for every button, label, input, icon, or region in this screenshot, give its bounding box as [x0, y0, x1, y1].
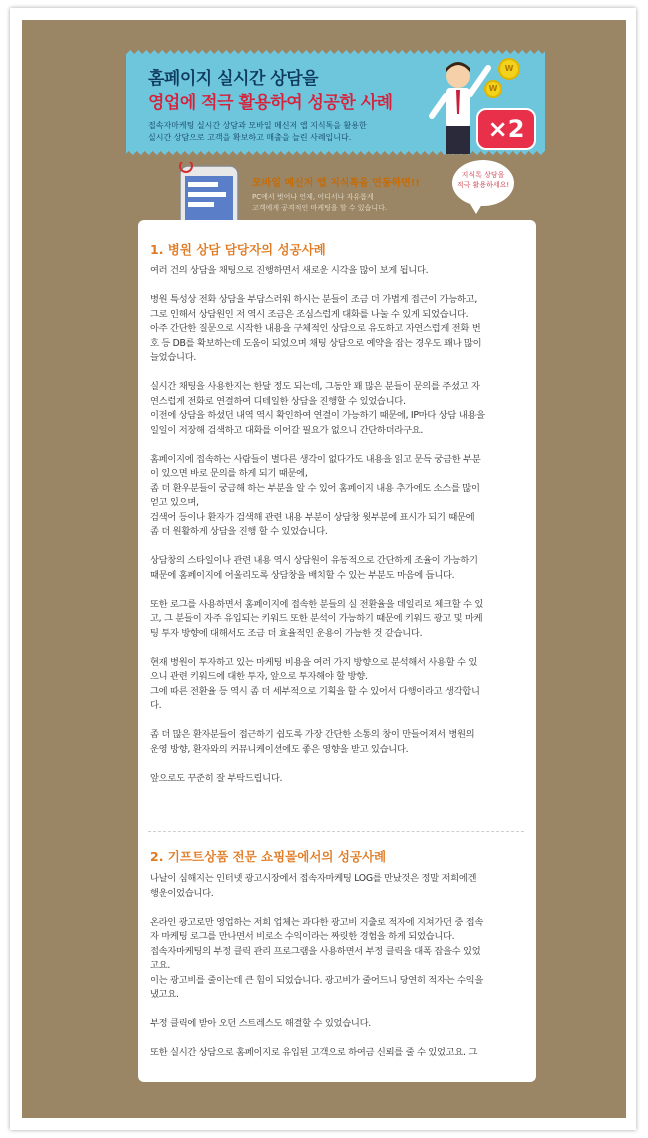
- paragraph: [150, 772, 524, 787]
- text-line: 접속자마케팅의 부정 클릭 관리 프로그램을 사용하면서 부정 클릭을 대폭 잡을수 있었: [150, 945, 481, 957]
- text-line: 실시간 채팅을 사용한지는 한달 정도 되는데, 그동안 꽤 많은 분들이 문의를 주셨고 자: [150, 381, 480, 392]
- text-line: 때문에 홈페이지에 어울리도록 상담창을 배치할 수 있는 부분도 마음에 듭니다.: [150, 569, 455, 581]
- banner-title-line2: 영업에 적극 활용하여 성공한 사례: [148, 93, 393, 113]
- text-line: 그로 인해서 상담원인 저 역시 조금은 조심스럽게 대화를 나눌 수 있게 되었습니다.: [150, 308, 469, 320]
- paragraph: [150, 264, 524, 279]
- speech-bubble-line1: 지식톡 상담을: [461, 171, 505, 179]
- banner-subtitle-line2: 실시간 상담으로 고객을 확보하고 매출을 늘린 사례입니다.: [148, 133, 352, 142]
- text-line: 행운이었습니다.: [150, 887, 214, 899]
- text-line: 상담창의 스타일이나 관련 내용 역시 상담원이 유동적으로 간단하게 조율이 가능하기: [150, 555, 478, 566]
- paragraph: [150, 1046, 524, 1061]
- text-line: 나날이 심해지는 인터넷 광고시장에서 접속자마케팅 LOG를 만났것은 정말 저희에겐: [150, 873, 477, 884]
- text-line: 고요.: [150, 960, 171, 971]
- coin-icon: W: [498, 58, 520, 80]
- text-line: 이는 광고비를 줄이는데 큰 힘이 되었습니다. 광고비가 줄어드니 당연히 적자는 수익을: [150, 974, 484, 986]
- mobile-promo-line1: PC에서 벗어나 언제, 어디서나 자유롭게: [252, 193, 374, 201]
- speech-bubble: [452, 160, 514, 206]
- text-line: 아주 간단한 질문으로 시작한 내용을 구체적인 상담으로 유도하고 자연스럽게 전화 번: [150, 323, 481, 334]
- paragraph: [150, 293, 524, 366]
- mobile-promo-line2: 고객에게 공격적인 마케팅을 할 수 있습니다.: [252, 204, 388, 212]
- text-line: 병원 특성상 전화 상담을 부담스러워 하시는 분들이 조금 더 가볍게 접근이 가능하고,: [150, 294, 478, 305]
- hero-banner: [126, 50, 545, 155]
- section2-body: [150, 872, 524, 1061]
- text-line: 또한 실시간 상담으로 홈페이지로 유입된 고객으로 하여금 신뢰를 줄 수 있었고요. 그: [150, 1047, 478, 1058]
- text-line: 좀 더 환우분들이 궁금해 하는 부분을 알 수 있어 홈페이지 내용 추가에도 소스를 많이: [150, 482, 480, 494]
- text-line: 자 마케팅 로그를 만나면서 비로소 수익이라는 짜릿한 경험을 하게 되었습니다.: [150, 931, 455, 942]
- paragraph: [150, 656, 524, 714]
- text-line: 온라인 광고로만 영업하는 저희 업체는 과다한 광고비 지출로 적자에 지쳐가던 중 접속: [150, 916, 484, 928]
- section1-title: 1. 병원 상담 담당자의 성공사례: [150, 242, 326, 257]
- text-line: 여러 건의 상담을 채팅으로 진행하면서 새로운 시각을 많이 보게 됩니다.: [150, 265, 429, 276]
- text-line: 연스럽게 전화로 연결하여 디테일한 상담을 진행할 수 있었습니다.: [150, 395, 406, 407]
- text-line: 냈고요.: [150, 989, 179, 1000]
- text-line: 검색어 등이나 환자가 검색해 관련 내용 부분이 상담창 윗부분에 표시가 되기 때문에: [150, 511, 475, 523]
- text-line: 또한 로그를 사용하면서 홈페이지에 접속한 분들의 실 전환율을 데일리로 체크할 수 있: [150, 598, 484, 610]
- text-line: 그에 따른 전환율 등 역시 좀 더 세부적으로 기획을 할 수 있어서 다행이라고 생각합니: [150, 685, 480, 697]
- double-badge: ×2: [476, 108, 536, 150]
- paragraph: [150, 728, 524, 757]
- paragraph: [150, 554, 524, 583]
- text-line: 으니 관련 키워드에 대한 투자, 앞으로 투자해야 할 방향.: [150, 671, 368, 682]
- mobile-promo-title: 모바일 메신저 앱 지식톡을 연동하면!!: [252, 178, 420, 189]
- paragraph: [150, 916, 524, 1003]
- text-line: 호 등 DB를 확보하는데 도움이 되었으며 채팅 상담으로 예약을 잡는 경우도 꽤나 많이: [150, 337, 482, 349]
- paragraph: [150, 453, 524, 540]
- text-line: 현재 병원이 투자하고 있는 마케팅 비용을 여러 가지 방향으로 분석해서 사용할 수 있: [150, 656, 478, 668]
- section-divider: [148, 831, 524, 832]
- paragraph: [150, 1017, 524, 1032]
- text-line: 이 있으면 바로 문의를 하게 되기 때문에,: [150, 468, 308, 479]
- text-line: 얻고 있으며,: [150, 497, 199, 508]
- text-line: 홈페이지에 접속하는 사람들이 별다른 생각이 없다가도 내용을 읽고 문득 궁금한 부분: [150, 453, 481, 465]
- text-line: 좀 더 원활하게 상담을 진행 할 수 있었습니다.: [150, 526, 328, 537]
- text-line: 좀 더 많은 환자분들이 접근하기 쉽도록 가장 간단한 소통의 창이 만들어져서 병원의: [150, 729, 475, 740]
- paragraph: [150, 872, 524, 901]
- text-line: 팅 투자 방향에 대해서도 조금 더 효율적인 운용이 가능한 것 같습니다.: [150, 627, 423, 639]
- banner-subtitle-line1: 접속자마케팅 실시간 상담과 모바일 메신저 앱 지식톡을 활용한: [148, 121, 367, 130]
- section1-body: [150, 264, 524, 786]
- section2-title: 2. 기프트상품 전문 쇼핑몰에서의 성공사례: [150, 849, 387, 864]
- text-line: 일일이 저장해 검색하고 대화를 이어갈 필요가 없으니 간단하더라구요.: [150, 424, 423, 436]
- text-line: 부정 클릭에 받아 오던 스트레스도 해결할 수 있었습니다.: [150, 1018, 371, 1029]
- text-line: 고, 그 분들이 자주 유입되는 키워드 또한 분석이 가능하기 때문에 키워드 광고 및 마케: [150, 613, 483, 624]
- smartphone-icon: [176, 162, 242, 224]
- content-card: [138, 220, 536, 1082]
- text-line: 이전에 상담을 하셨던 내역 역시 확인하여 연결이 가능하기 때문에, IP마다 상담 내용을: [150, 410, 485, 421]
- banner-title-line1: 홈페이지 실시간 상담을: [148, 69, 319, 89]
- paragraph: [150, 380, 524, 438]
- paragraph: [150, 598, 524, 642]
- text-line: 늘었습니다.: [150, 352, 197, 363]
- text-line: 앞으로도 꾸준히 잘 부탁드립니다.: [150, 772, 283, 784]
- coin-icon-small: W: [484, 80, 502, 98]
- text-line: 운영 방향, 환자와의 커뮤니케이션에도 좋은 영향을 받고 있습니다.: [150, 743, 409, 755]
- speech-bubble-line2: 적극 활용하세요!: [456, 181, 510, 189]
- text-line: 다.: [150, 700, 162, 711]
